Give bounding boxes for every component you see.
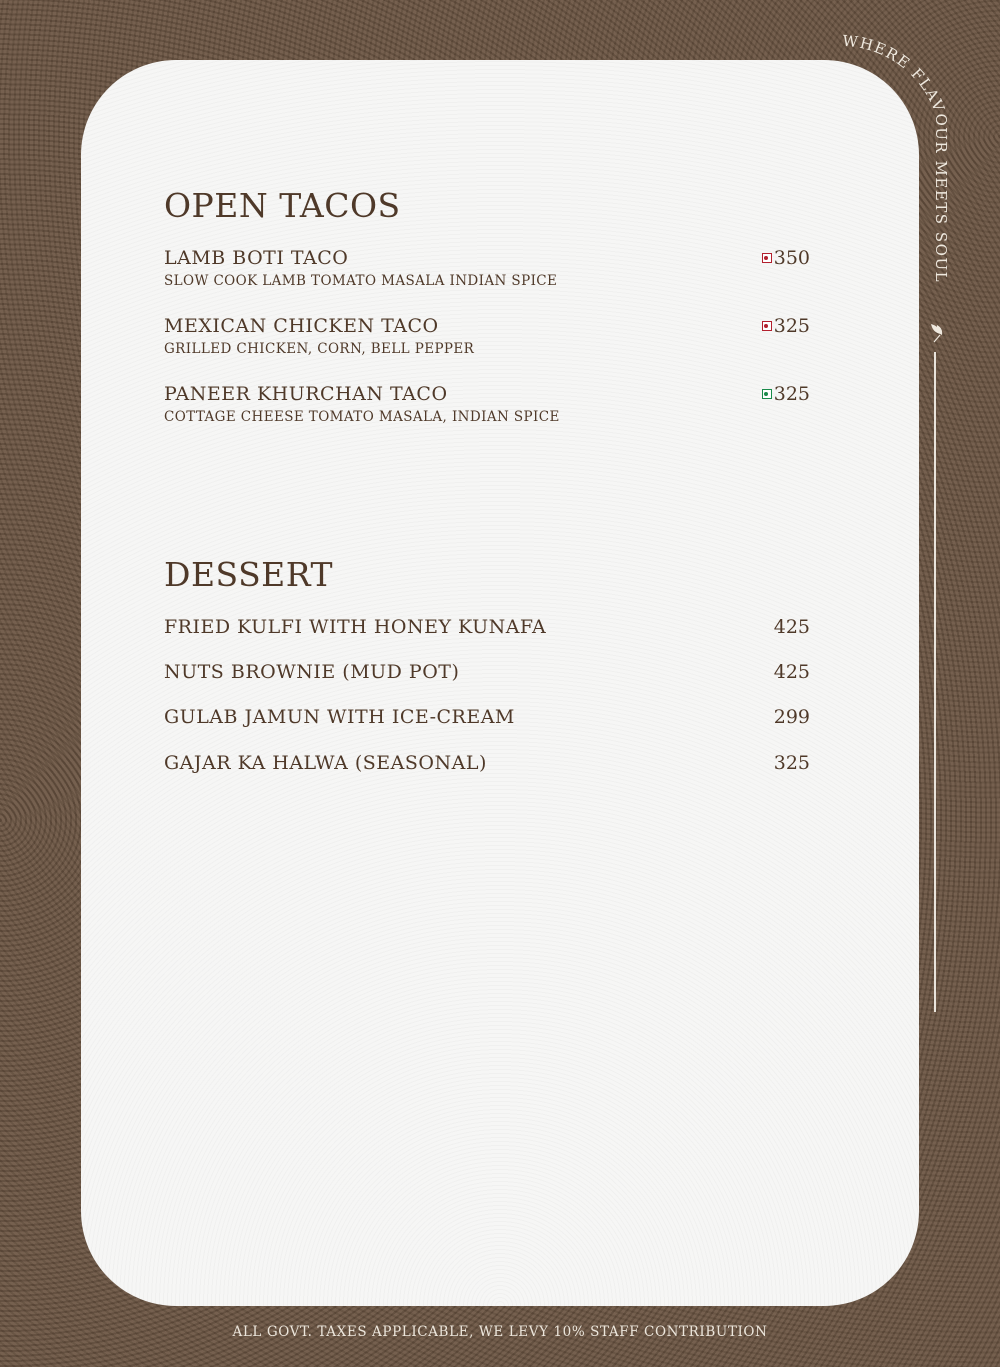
menu-item-paneer-khurchan-taco bbox=[164, 383, 810, 426]
veg-icon bbox=[762, 389, 772, 399]
item-price: 325 bbox=[773, 383, 810, 405]
tagline-divider bbox=[934, 352, 936, 1012]
menu-item-nuts-brownie bbox=[164, 661, 810, 683]
item-price: 350 bbox=[773, 247, 810, 269]
item-price-row bbox=[762, 247, 810, 269]
svg-text:WHERE FLAVOUR MEETS SOUL bbox=[842, 32, 950, 283]
item-name: GULAB JAMUN WITH ICE-CREAM bbox=[164, 706, 515, 728]
non-veg-icon bbox=[762, 253, 772, 263]
tagline-text: WHERE FLAVOUR MEETS SOUL bbox=[841, 31, 950, 284]
item-description: COTTAGE CHEESE TOMATO MASALA, INDIAN SPICE bbox=[164, 409, 560, 425]
leaf-icon bbox=[931, 324, 942, 342]
item-price: 299 bbox=[773, 706, 810, 728]
non-veg-icon bbox=[762, 321, 772, 331]
menu-item-mexican-chicken-taco bbox=[164, 315, 810, 358]
item-price: 325 bbox=[773, 315, 810, 337]
menu-item-lamb-boti-taco bbox=[164, 247, 810, 290]
item-price-row bbox=[762, 383, 810, 405]
section-title-open-tacos: OPEN TACOS bbox=[164, 186, 401, 225]
menu-panel bbox=[81, 60, 919, 1306]
item-name: NUTS BROWNIE (MUD POT) bbox=[164, 661, 460, 683]
menu-item-gulab-jamun bbox=[164, 706, 810, 728]
footer-note: ALL GOVT. TAXES APPLICABLE, WE LEVY 10% STAFF CONTRIBUTION bbox=[232, 1324, 768, 1340]
menu-item-gajar-ka-halwa bbox=[164, 752, 810, 774]
tagline bbox=[820, 20, 1000, 360]
item-description: SLOW COOK LAMB TOMATO MASALA INDIAN SPICE bbox=[164, 273, 558, 289]
item-name: PANEER KHURCHAN TACO bbox=[164, 383, 448, 405]
item-name: GAJAR KA HALWA (SEASONAL) bbox=[164, 752, 487, 774]
item-price: 325 bbox=[773, 752, 810, 774]
section-title-dessert: DESSERT bbox=[164, 555, 334, 594]
item-name: FRIED KULFI WITH HONEY KUNAFA bbox=[164, 616, 547, 638]
item-price: 425 bbox=[773, 661, 810, 683]
item-price: 425 bbox=[773, 616, 810, 638]
menu-item-fried-kulfi bbox=[164, 616, 810, 638]
item-price-row bbox=[762, 315, 810, 337]
item-name: MEXICAN CHICKEN TACO bbox=[164, 315, 439, 337]
item-name: LAMB BOTI TACO bbox=[164, 247, 349, 269]
item-description: GRILLED CHICKEN, CORN, BELL PEPPER bbox=[164, 341, 475, 357]
